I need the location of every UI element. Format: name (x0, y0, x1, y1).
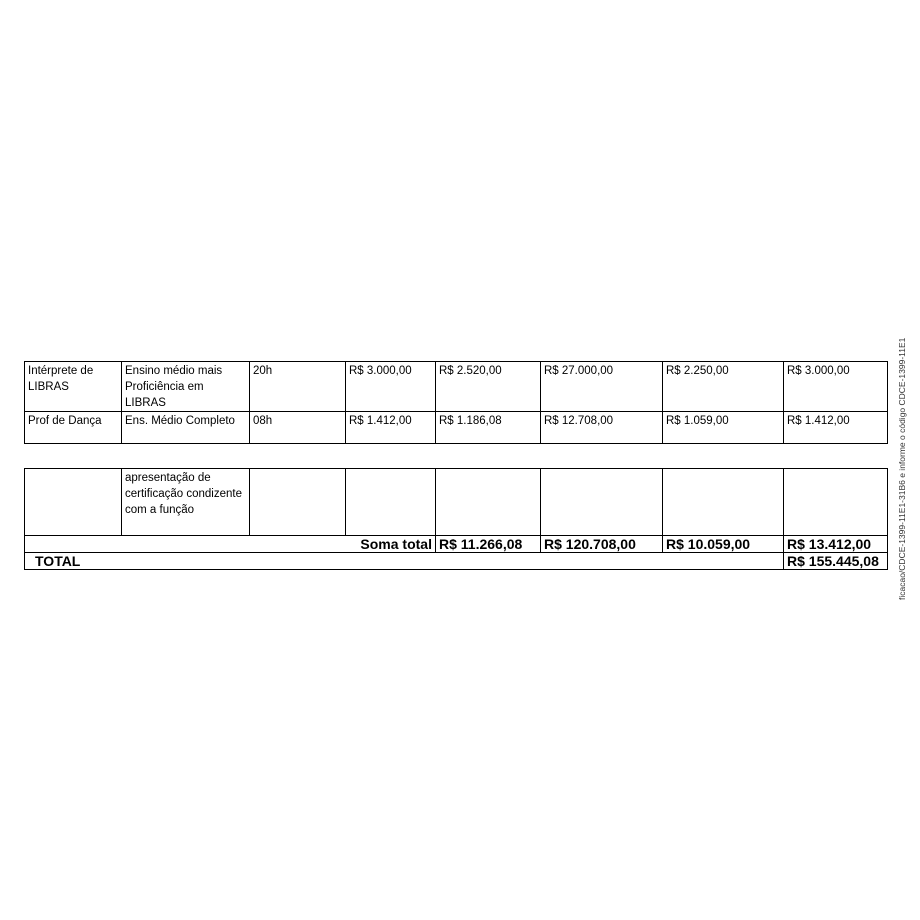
empty-cell (346, 469, 436, 536)
cargo-cell: Prof de Dança (25, 412, 122, 444)
soma-total-label: Soma total (25, 536, 436, 553)
staff-cost-table-bottom (24, 468, 888, 570)
cargo-cell: Intérprete de LIBRAS (25, 362, 122, 412)
value-cell: R$ 1.412,00 (784, 412, 888, 444)
value-cell: R$ 3.000,00 (784, 362, 888, 412)
soma-value-cell: R$ 11.266,08 (436, 536, 541, 553)
total-row (25, 553, 888, 570)
table-row (25, 469, 888, 536)
value-cell: R$ 12.708,00 (541, 412, 663, 444)
empty-cell (541, 469, 663, 536)
escolaridade-cell: apresentação de certificação condizente com a função (122, 469, 250, 536)
total-value: R$ 155.445,08 (784, 553, 888, 570)
soma-value-cell: R$ 120.708,00 (541, 536, 663, 553)
escolaridade-cell: Ens. Médio Completo (122, 412, 250, 444)
value-cell: R$ 2.250,00 (663, 362, 784, 412)
empty-cell (250, 469, 346, 536)
soma-value-cell: R$ 13.412,00 (784, 536, 888, 553)
value-cell: R$ 1.412,00 (346, 412, 436, 444)
total-label: TOTAL (25, 553, 784, 570)
value-cell: R$ 3.000,00 (346, 362, 436, 412)
empty-cell (663, 469, 784, 536)
value-cell: R$ 1.186,08 (436, 412, 541, 444)
carga-horaria-cell: 20h (250, 362, 346, 412)
empty-cell (25, 469, 122, 536)
soma-value-cell: R$ 10.059,00 (663, 536, 784, 553)
verification-note (897, 320, 909, 600)
staff-cost-table-top (24, 361, 888, 444)
value-cell: R$ 27.000,00 (541, 362, 663, 412)
soma-total-row (25, 536, 888, 553)
value-cell: R$ 1.059,00 (663, 412, 784, 444)
table-row (25, 412, 888, 444)
empty-cell (436, 469, 541, 536)
carga-horaria-cell: 08h (250, 412, 346, 444)
empty-cell (784, 469, 888, 536)
table-row (25, 362, 888, 412)
value-cell: R$ 2.520,00 (436, 362, 541, 412)
verification-note-text: ficacao/CDCE-1399-11E1-31B6 e informe o código CDCE-1399-11E1 (897, 337, 907, 600)
escolaridade-cell: Ensino médio mais Proficiência em LIBRAS (122, 362, 250, 412)
